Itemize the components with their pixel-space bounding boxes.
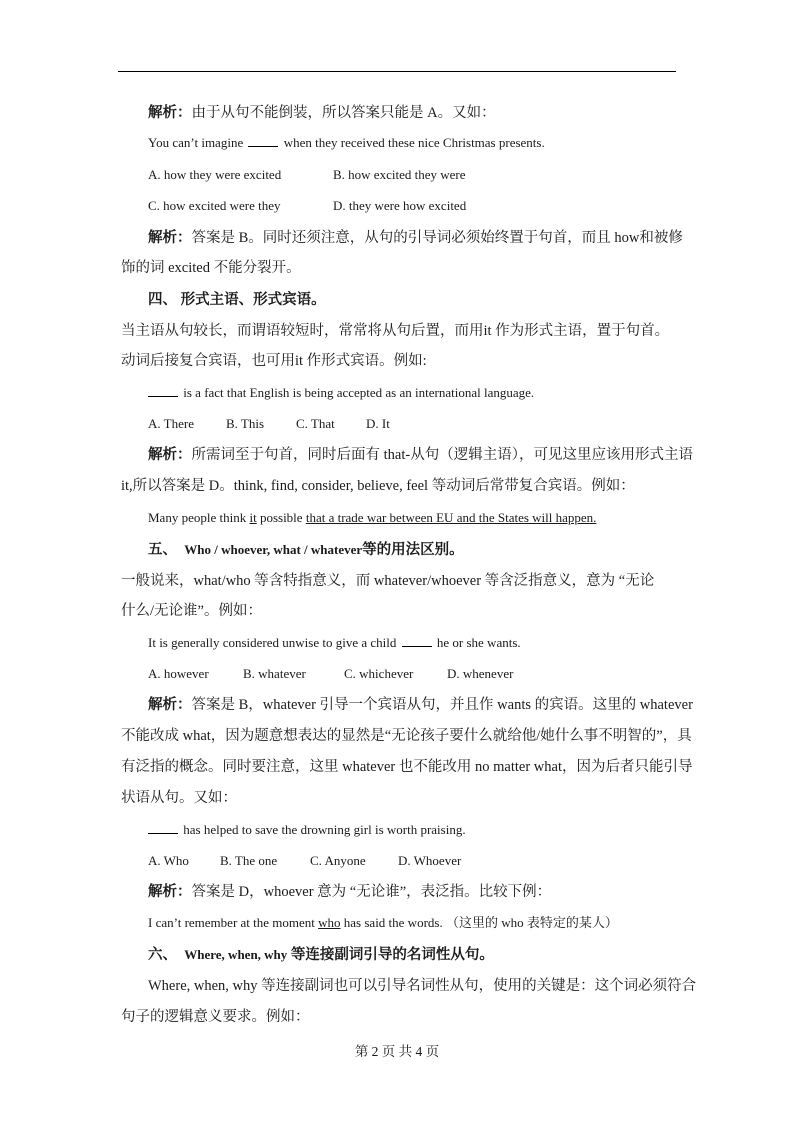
example-text: has said the words. （这里的 who 表特定的某人） <box>340 915 618 930</box>
question-line <box>148 133 545 153</box>
heading-rest: 等连接副词引导的名词性从句。 <box>287 947 494 963</box>
option-c: C. how excited were they <box>148 198 281 213</box>
heading-words: Where, when, why <box>184 947 288 962</box>
options-line <box>148 851 461 871</box>
question-line <box>148 383 534 403</box>
option-b: B. whatever <box>243 666 306 681</box>
answer-line <box>148 228 683 248</box>
example-text: Many people think <box>148 510 250 525</box>
paragraph-text: 动词后接复合宾语，也可用it 作形式宾语。例如: <box>121 353 427 369</box>
analysis-label: 解析： <box>148 230 192 246</box>
option-b: B. The one <box>220 853 278 868</box>
question-line <box>148 633 521 653</box>
answer-blank <box>248 134 278 147</box>
options-line <box>148 165 465 185</box>
option-c: C. Anyone <box>310 853 366 868</box>
example-text: possible <box>256 510 306 525</box>
heading-number: 六、 <box>148 947 177 963</box>
option-d: D. It <box>366 416 390 431</box>
question-text: he or she wants. <box>433 635 521 650</box>
answer-line <box>148 445 693 465</box>
question-text: It is generally considered unwise to give a child <box>148 635 400 650</box>
options-line <box>148 196 466 216</box>
option-d: D. Whoever <box>398 853 462 868</box>
answer-text: 饰的词 excited 不能分裂开。 <box>121 260 301 276</box>
answer-text: 有泛指的概念。同时要注意，这里 whatever 也不能改用 no matter what，因为后者只能引导 <box>121 759 693 775</box>
analysis-label: 解析： <box>148 884 192 900</box>
section-heading: 四、 形式主语、形式宾语。 <box>148 292 326 308</box>
example-text: I can’t remember at the moment <box>148 915 319 930</box>
option-a: A. however <box>148 666 209 681</box>
heading-rest: 等的用法区别。 <box>362 542 464 558</box>
analysis-label: 解析： <box>148 105 192 121</box>
question-text: You can’t imagine <box>148 135 247 150</box>
option-c: C. whichever <box>344 666 414 681</box>
options-line <box>148 664 513 684</box>
answer-text: 不能改成 what，因为题意想表达的显然是“无论孩子要什么就给他/她什么事不明智的”，具 <box>121 728 692 744</box>
analysis-line <box>148 103 496 123</box>
option-d: D. whenever <box>447 666 514 681</box>
section-heading <box>148 540 464 560</box>
heading-number: 五、 <box>148 542 177 558</box>
example-line <box>148 508 596 528</box>
answer-line <box>148 695 693 715</box>
answer-text: 所需词至于句首，同时后面有 that-从句（逻辑主语），可见这里应该用形式主语 <box>191 447 693 463</box>
answer-text: 答案是 B。同时还须注意，从句的引导词必须始终置于句首，而且 how和被修 <box>191 230 683 246</box>
example-underlined: who <box>318 915 341 930</box>
header-rule <box>118 71 676 72</box>
answer-blank <box>402 634 432 647</box>
answer-line <box>148 882 551 902</box>
question-text: is a fact that English is being accepted as an international language. <box>180 385 535 400</box>
option-b: B. This <box>226 416 265 431</box>
answer-blank <box>148 821 178 834</box>
option-d: D. they were how excited <box>333 198 467 213</box>
analysis-text: 由于从句不能倒装，所以答案只能是 A。又如： <box>191 105 496 121</box>
section-heading <box>148 945 494 965</box>
option-a: A. There <box>148 416 194 431</box>
answer-blank <box>148 384 178 397</box>
paragraph-text: 句子的逻辑意义要求。例如： <box>121 1009 310 1025</box>
question-text: has helped to save the drowning girl is worth praising. <box>180 822 466 837</box>
question-line <box>148 820 466 840</box>
paragraph-text: 什么/无论谁”。例如： <box>121 603 262 619</box>
answer-text: 答案是 D，whoever 意为 “无论谁”，表泛指。比较下例： <box>191 884 552 900</box>
options-line <box>148 414 390 434</box>
option-a: A. how they were excited <box>148 167 282 182</box>
page-footer: 第 2 页 共 4 页 <box>354 1044 440 1059</box>
example-underlined: that a trade war between EU and the States will happen. <box>305 510 597 525</box>
analysis-label: 解析： <box>148 697 192 713</box>
option-c: C. That <box>296 416 335 431</box>
option-b: B. how excited they were <box>333 167 466 182</box>
paragraph-text: 当主语从句较长，而谓语较短时，常常将从句后置，而用it 作为形式主语，置于句首。 <box>121 323 670 339</box>
paragraph-text: Where, when, why 等连接副词也可以引导名词性从句，使用的关键是：这个词必须符合 <box>148 978 697 994</box>
analysis-label: 解析： <box>148 447 192 463</box>
answer-text: it,所以答案是 D。think, find, consider, believe, feel 等动词后常带复合宾语。例如： <box>121 478 635 494</box>
option-a: A. Who <box>148 853 189 868</box>
paragraph-text: 一般说来，what/who 等含特指意义，而 whatever/whoever 等含泛指意义，意为 “无论 <box>121 573 655 589</box>
example-line <box>148 913 618 933</box>
answer-text: 答案是 B，whatever 引导一个宾语从句，并且作 wants 的宾语。这里的 whatever <box>191 697 693 713</box>
example-underlined: it <box>249 510 257 525</box>
question-text: when they received these nice Christmas presents. <box>280 135 545 150</box>
heading-words: Who / whoever, what / whatever <box>184 542 363 557</box>
answer-text: 状语从句。又如： <box>121 790 237 806</box>
